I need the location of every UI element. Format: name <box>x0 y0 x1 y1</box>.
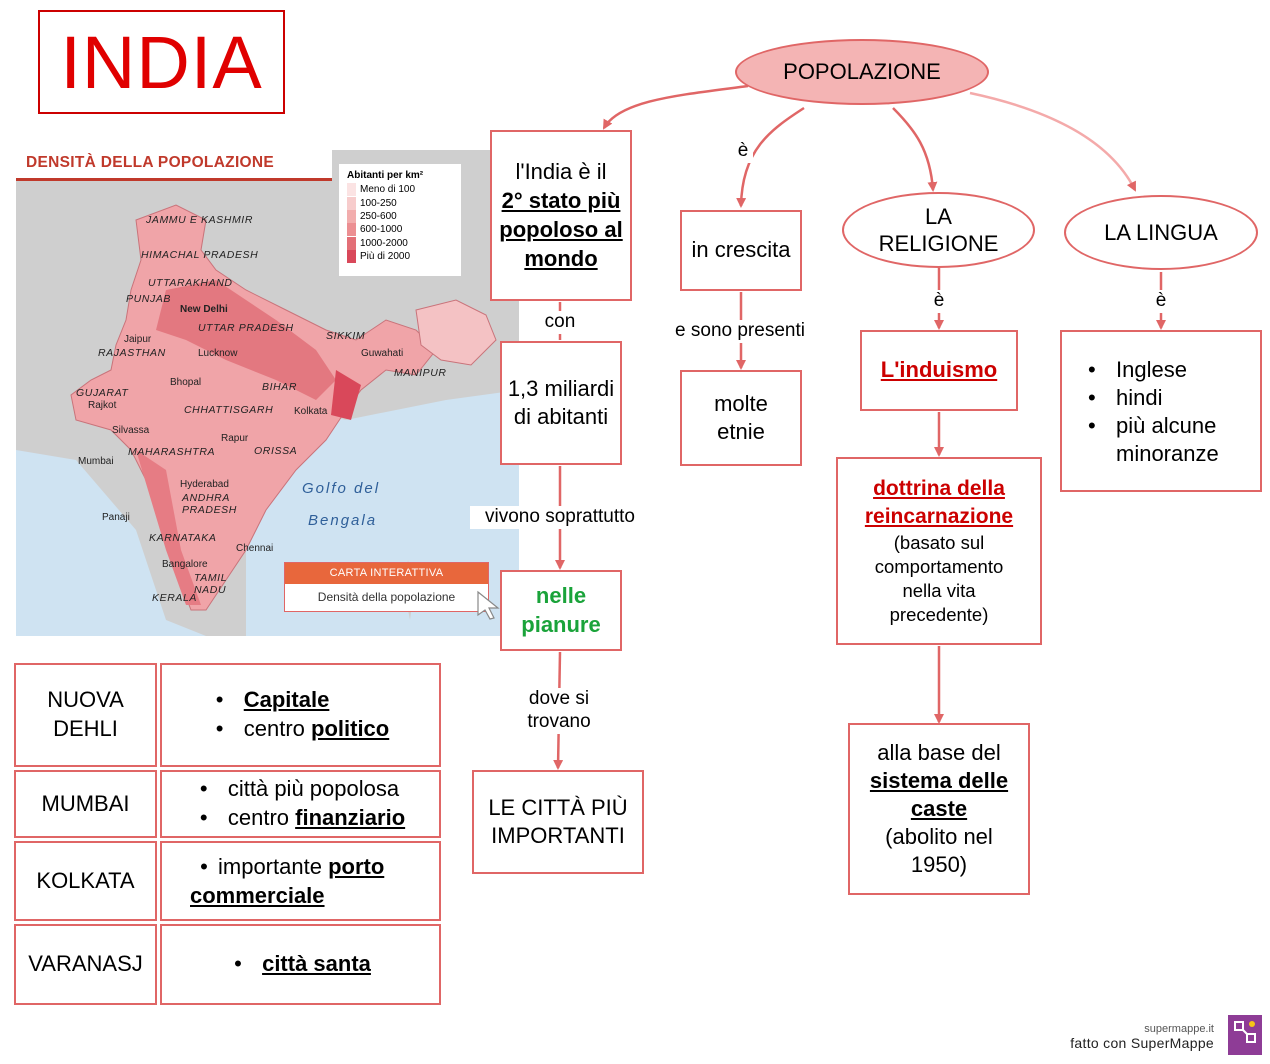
desc-item: • città più popolosa <box>196 775 405 804</box>
sea-label: Golfo del <box>302 480 381 497</box>
region-label: RAJASTHAN <box>98 347 166 359</box>
link-label: è <box>929 290 949 313</box>
table-desc-cell <box>160 841 441 921</box>
desc-item: • Capitale <box>212 686 389 715</box>
city-label: Silvassa <box>112 425 150 436</box>
abitanti-box <box>500 341 622 465</box>
region-label: BIHAR <box>262 381 298 393</box>
root-label: POPOLAZIONE <box>783 59 941 85</box>
footer <box>1070 1023 1214 1051</box>
region-label: ORISSA <box>254 445 298 457</box>
lingua-item: • Inglese <box>1084 356 1254 384</box>
cta-title: CARTA INTERATTIVA <box>285 563 488 584</box>
region-label: KERALA <box>152 592 198 604</box>
induismo-box <box>860 330 1018 411</box>
region-label: GUJARAT <box>76 387 129 399</box>
desc-list <box>230 950 371 979</box>
region-label: TAMIL NADU <box>194 572 227 596</box>
table-city-cell <box>14 770 157 838</box>
india-rank-bold: 2° stato più popoloso al mondo <box>499 188 623 272</box>
city-name: NUOVA DEHLI <box>47 687 124 741</box>
dottrina-bold: dottrina della reincarnazione <box>864 476 1014 528</box>
arrow-root-to-religione <box>893 108 933 190</box>
region-label: KARNATAKA <box>149 532 217 544</box>
city-label: Mumbai <box>78 456 114 467</box>
page-title: INDIA <box>60 20 263 104</box>
city-name: KOLKATA <box>36 867 135 893</box>
crescita-box <box>680 210 802 291</box>
desc-item: • città santa <box>230 950 371 979</box>
arrow-root-to-india-box <box>604 86 748 128</box>
legend-label: Meno di 100 <box>360 184 416 196</box>
legend-label: Più di 2000 <box>360 251 411 263</box>
city-label: Chennai <box>236 543 274 554</box>
supermappe-logo-icon <box>1228 1015 1262 1055</box>
etnie-text: molte etnie <box>714 390 768 444</box>
arrow-root-to-lingua <box>970 93 1135 190</box>
lingua-node <box>1064 195 1258 270</box>
table-desc-cell <box>160 663 441 767</box>
link-label: dove si trovano <box>505 688 613 734</box>
region-label: ANDHRA PRADESH <box>182 492 237 516</box>
legend-label: 250-600 <box>360 210 397 222</box>
table-desc-cell <box>160 924 441 1005</box>
region-label: SIKKIM <box>326 330 366 342</box>
footer-site: supermappe.it <box>1144 1023 1214 1035</box>
religione-node <box>842 192 1035 268</box>
etnie-box <box>680 370 802 466</box>
legend-label: 100-250 <box>360 197 397 209</box>
desc-item: • centro finanziario <box>196 804 405 833</box>
city-name: VARANASJ <box>28 951 143 977</box>
caste-box <box>848 723 1030 895</box>
city-label: Guwahati <box>361 348 404 359</box>
lingua-item: • hindi <box>1084 384 1254 412</box>
citta-importanti-box <box>472 770 644 874</box>
india-rank-box <box>490 130 632 301</box>
legend-title: Abitanti per km² <box>347 170 424 181</box>
region-label: MAHARASHTRA <box>128 446 216 458</box>
legend-label: 1000-2000 <box>360 237 408 249</box>
desc-item: • importante porto commerciale <box>190 853 385 908</box>
root-node-popolazione <box>735 39 989 105</box>
sea-label: Bengala <box>308 512 378 529</box>
city-label: Panaji <box>102 512 130 523</box>
link-label: è <box>1151 290 1171 313</box>
city-name: MUMBAI <box>41 790 130 816</box>
lingua-label: LA LINGUA <box>1104 219 1218 245</box>
map-header: DENSITÀ DELLA POPOLAZIONE <box>16 150 332 178</box>
city-label: New Delhi <box>180 304 228 315</box>
city-label: Bhopal <box>170 377 202 388</box>
cta-subtitle: Densità della popolazione <box>317 590 456 604</box>
desc-list <box>212 686 389 743</box>
desc-item: • centro politico <box>212 715 389 744</box>
link-label: con <box>536 311 584 334</box>
table-desc-cell <box>160 770 441 838</box>
dottrina-box <box>836 457 1042 645</box>
crescita-text: in crescita <box>691 237 791 263</box>
induismo-text: L'induismo <box>880 357 998 383</box>
link-label: è <box>733 140 753 163</box>
footer-credit: fatto con SuperMappe <box>1070 1035 1214 1051</box>
table-city-cell <box>14 924 157 1005</box>
city-label: Jaipur <box>124 334 152 345</box>
caste-pre: alla base del <box>877 739 1001 765</box>
legend-label: 600-1000 <box>360 224 403 236</box>
logo-shape <box>1228 1015 1262 1055</box>
city-label: Lucknow <box>198 348 238 359</box>
india-rank-pre: l'India è il <box>515 158 607 184</box>
lingue-list <box>1084 356 1254 469</box>
city-label: Rajkot <box>88 400 117 411</box>
lingue-box <box>1060 330 1262 492</box>
region-label: CHHATTISGARH <box>184 404 274 416</box>
link-label: vivono soprattutto <box>470 506 650 529</box>
region-label: PUNJAB <box>126 293 172 305</box>
region-label: MANIPUR <box>394 367 447 379</box>
region-label: HIMACHAL PRADESH <box>141 249 259 261</box>
caste-bold: sistema delle caste <box>869 767 1009 821</box>
citta-importanti-text: LE CITTÀ PIÙ IMPORTANTI <box>488 794 628 848</box>
city-label: Kolkata <box>294 406 328 417</box>
region-label: JAMMU E KASHMIR <box>146 214 254 226</box>
desc-list <box>196 775 405 832</box>
pianure-text: nelle pianure <box>521 583 601 637</box>
religione-label: LA RELIGIONE <box>878 203 999 256</box>
link-label: e sono presenti <box>664 320 816 343</box>
lingua-item: • più alcune minoranze <box>1084 412 1254 468</box>
city-label: Rapur <box>221 433 249 444</box>
caste-rest: (abolito nel 1950) <box>885 824 993 878</box>
pianure-box <box>500 570 622 651</box>
city-label: Hyderabad <box>180 479 229 490</box>
abitanti-text: 1,3 miliardi di abitanti <box>507 375 615 429</box>
table-city-cell <box>14 841 157 921</box>
region-label: UTTARAKHAND <box>148 277 233 289</box>
dottrina-rest: (basato sul comportamento nella vita precedente) <box>874 532 1004 626</box>
table-city-cell <box>14 663 157 767</box>
region-label: UTTAR PRADESH <box>198 322 294 334</box>
city-label: Bangalore <box>162 559 208 570</box>
